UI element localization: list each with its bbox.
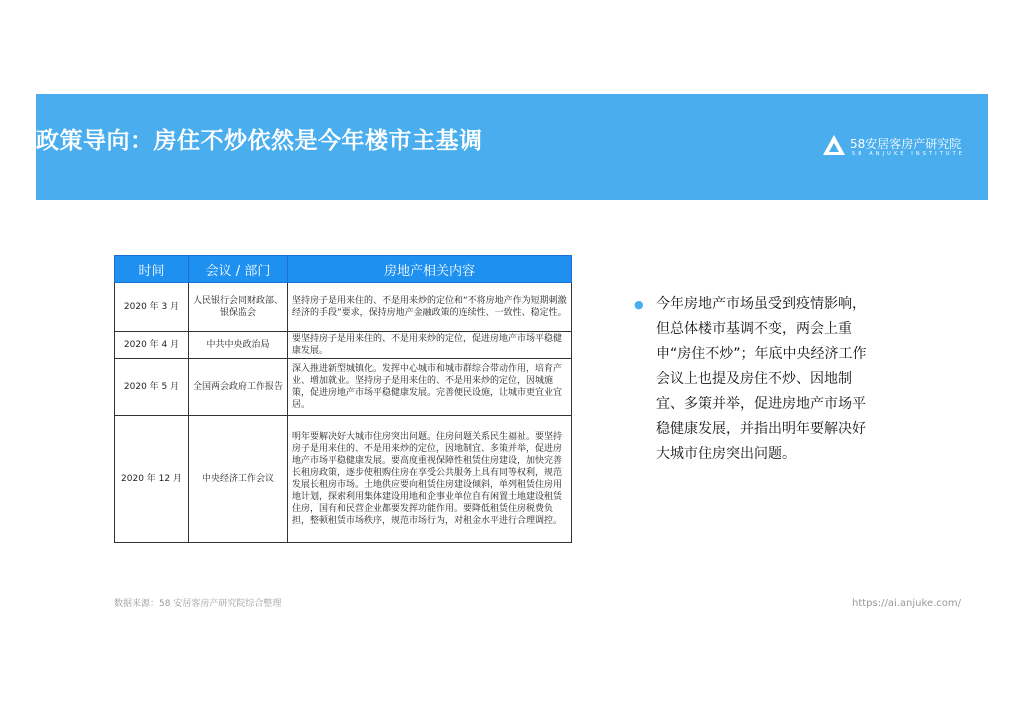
cell-time: 2020 年 4 月 (115, 332, 189, 359)
bullet-icon: ● (634, 298, 644, 311)
page-title: 政策导向：房住不炒依然是今年楼市主基调 (36, 128, 483, 154)
logo (822, 134, 982, 164)
logo-text-en: 58 ANJUKE INSTITUTE (852, 151, 966, 157)
logo-text-cn: 58安居客房产研究院 (850, 137, 962, 151)
column-header-dept: 会议 / 部门 (189, 256, 288, 283)
column-header-time: 时间 (115, 256, 189, 283)
cell-content: 要坚持房子是用来住的、不是用来炒的定位，促进房地产市场平稳健康发展。 (288, 332, 572, 359)
summary-text: 今年房地产市场虽受到疫情影响，但总体楼市基调不变，两会上重申“房住不炒”；年底中央经济工作会议上也提及房住不炒、因地制宜、多策并举，促进房地产市场平稳健康发展，并指出明年要解决好大城市住房突出问题。 (656, 296, 867, 462)
footer-url[interactable]: https://ai.anjuke.com/ (852, 598, 962, 609)
cell-time: 2020 年 3 月 (115, 283, 189, 332)
cell-content: 明年要解决好大城市住房突出问题。住房问题关系民生福祉。要坚持房子是用来住的、不是用来炒的定位，因地制宜、多策并举，促进房地产市场平稳健康发展。要高度重视保障性租赁住房建设，加快完善长租房政策，逐步使租购住房在享受公共服务上具有同等权利，规范发展长租房市场。土地供应要向租赁住房建设倾斜，单列租赁住房用地计划，探索利用集体建设用地和企事业单位自有闲置土地建设租赁住房，国有和民营企业都要发挥功能作用。要降低租赁住房税费负担，整顿租赁市场秩序，规范市场行为，对租金水平进行合理调控。 (288, 416, 572, 543)
policy-table (114, 255, 572, 543)
logo-icon (822, 134, 846, 156)
cell-time: 2020 年 12 月 (115, 416, 189, 543)
cell-time: 2020 年 5 月 (115, 359, 189, 416)
cell-dept: 人民银行会同财政部、银保监会 (189, 283, 288, 332)
table-row (115, 283, 572, 332)
column-header-content: 房地产相关内容 (288, 256, 572, 283)
table-row (115, 416, 572, 543)
table-row (115, 332, 572, 359)
table-header-row (115, 256, 572, 283)
data-source: 数据来源：58 安居客房产研究院综合整理 (114, 599, 282, 609)
cell-content: 坚持房子是用来住的、不是用来炒的定位和“不将房地产作为短期刺激经济的手段”要求，保持房地产金融政策的连续性、一致性、稳定性。 (288, 283, 572, 332)
cell-content: 深入推进新型城镇化。发挥中心城市和城市群综合带动作用，培育产业、增加就业。坚持房子是用来住的、不是用来炒的定位，因城施策，促进房地产市场平稳健康发展。完善便民设施，让城市更宜业宜居。 (288, 359, 572, 416)
cell-dept: 中央经济工作会议 (189, 416, 288, 543)
cell-dept: 全国两会政府工作报告 (189, 359, 288, 416)
table-row (115, 359, 572, 416)
cell-dept: 中共中央政治局 (189, 332, 288, 359)
